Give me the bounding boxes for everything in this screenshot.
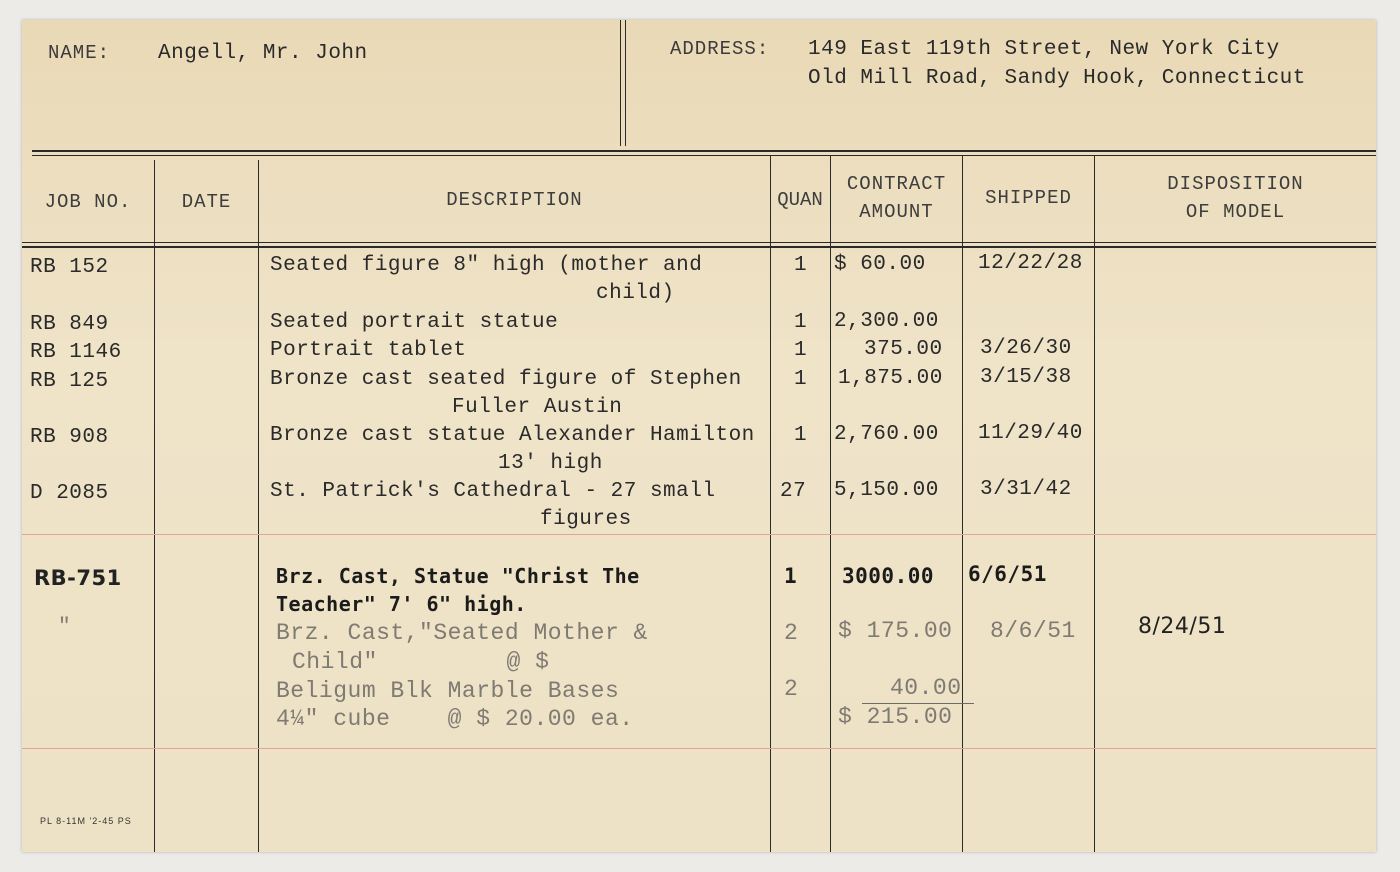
contract-amount: 2,760.00 — [834, 423, 939, 446]
job-no: RB 1146 — [30, 341, 122, 364]
quantity: 2 — [784, 676, 799, 702]
job-no: RB 849 — [30, 313, 109, 336]
header-divider-2 — [625, 20, 626, 146]
header-bottom-rule — [22, 242, 1376, 243]
quantity: 1 — [794, 424, 808, 447]
contract-amount: 5,150.00 — [834, 479, 939, 502]
shipped-date: 3/31/42 — [980, 478, 1072, 501]
description-cont: Child" @ $ — [292, 649, 550, 675]
name-value: Angell, Mr. John — [158, 42, 368, 65]
quantity: 1 — [794, 339, 808, 362]
table-top-rule — [32, 150, 1376, 152]
contract-amount: $ 175.00 — [838, 618, 953, 644]
quantity: 1 — [784, 564, 798, 588]
header-divider — [620, 20, 621, 146]
record-card — [22, 20, 1376, 852]
job-no: RB 125 — [30, 370, 109, 393]
shipped-date: 3/26/30 — [980, 337, 1072, 360]
description: Bronze cast statue Alexander Hamilton — [270, 424, 755, 447]
quantity: 1 — [794, 368, 808, 391]
description-cont: child) — [596, 282, 675, 305]
col-header-contract: CONTRACT — [846, 173, 947, 195]
address-line-1: 149 East 119th Street, New York City — [808, 38, 1280, 61]
description: Seated figure 8" high (mother and — [270, 254, 703, 277]
red-rule — [22, 534, 1376, 535]
quantity: 1 — [794, 311, 808, 334]
contract-amount: 3000.00 — [842, 564, 935, 588]
col-header-date: DATE — [181, 191, 232, 213]
col-header-shipped: SHIPPED — [985, 187, 1072, 209]
header-bottom-rule-2 — [22, 246, 1376, 248]
shipped-date: 3/15/38 — [980, 366, 1072, 389]
red-rule-2 — [22, 748, 1376, 749]
shipped-date: 12/22/28 — [978, 252, 1083, 275]
ditto-mark: " — [58, 616, 72, 639]
job-no: RB 908 — [30, 426, 109, 449]
shipped-date: 6/6/51 — [968, 562, 1047, 586]
contract-amount: 2,300.00 — [834, 310, 939, 333]
col-header-disposition-2: OF MODEL — [1185, 201, 1286, 223]
description: Portrait tablet — [270, 339, 467, 362]
job-no: RB-751 — [34, 566, 122, 590]
job-no: RB 152 — [30, 256, 109, 279]
description-cont: Fuller Austin — [452, 396, 623, 419]
col-header-description: DESCRIPTION — [446, 189, 583, 211]
address-line-2: Old Mill Road, Sandy Hook, Connecticut — [808, 67, 1306, 90]
quantity: 2 — [784, 620, 799, 646]
col-header-quan: QUAN — [777, 189, 823, 211]
disposition-date: 8/24/51 — [1138, 614, 1227, 639]
form-code: PL 8-11M '2-45 PS — [40, 816, 132, 826]
job-no: D 2085 — [30, 482, 109, 505]
contract-amount: 1,875.00 — [838, 367, 943, 390]
description-cont: 4¼" cube @ $ 20.00 ea. — [276, 706, 634, 732]
table-top-rule-2 — [32, 155, 1376, 156]
quantity: 27 — [780, 480, 807, 503]
description: St. Patrick's Cathedral - 27 small — [270, 480, 716, 503]
col-header-job: JOB NO. — [44, 191, 132, 213]
description-cont: 13' high — [498, 452, 603, 475]
quantity: 1 — [794, 254, 808, 277]
description-cont: Teacher" 7' 6" high. — [276, 592, 527, 616]
address-label: ADDRESS: — [670, 38, 770, 60]
contract-amount: 40.00 — [890, 675, 962, 701]
description: Seated portrait statue — [270, 311, 559, 334]
description: Bronze cast seated figure of Stephen — [270, 368, 742, 391]
col-header-amount: AMOUNT — [859, 201, 934, 223]
shipped-date: 11/29/40 — [978, 422, 1083, 445]
description: Brz. Cast, Statue "Christ The — [276, 564, 640, 588]
shipped-date: 8/6/51 — [990, 618, 1076, 644]
description: Brz. Cast,"Seated Mother & — [276, 620, 648, 646]
name-label: NAME: — [48, 42, 111, 64]
col-header-disposition: DISPOSITION — [1167, 173, 1304, 195]
description-cont: figures — [540, 508, 632, 531]
description: Beligum Blk Marble Bases — [276, 678, 620, 704]
contract-amount: $ 60.00 — [834, 253, 926, 276]
contract-amount: 375.00 — [864, 338, 943, 361]
total-amount: $ 215.00 — [838, 704, 953, 730]
